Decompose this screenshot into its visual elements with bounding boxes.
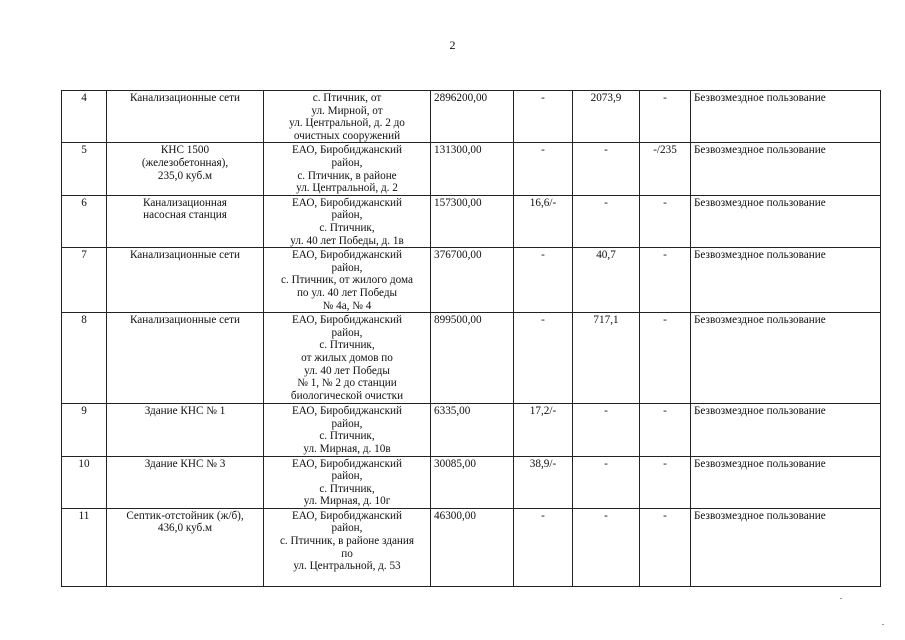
usage-right-cell: Безвозмездное пользование — [691, 404, 881, 456]
usage-right-cell: Безвозмездное пользование — [691, 508, 881, 586]
address-cell-line: по ул. 40 лет Победы — [296, 286, 398, 299]
address-cell-line: № 1, № 2 до станции — [297, 377, 397, 390]
object-name-cell-line: Канализационная — [143, 196, 227, 209]
area-cell: - — [514, 143, 573, 195]
area-cell: - — [514, 508, 573, 586]
address-cell — [264, 91, 431, 143]
address-cell-line: с. Птичник, — [319, 430, 375, 443]
address-cell-line: с. Птичник, от — [312, 92, 382, 104]
address-cell — [264, 248, 431, 313]
address-cell — [264, 508, 431, 586]
cost-cell: 376700,00 — [431, 248, 514, 313]
volume-cell: - — [640, 313, 691, 404]
object-name-cell-line: Здание КНС № 1 — [144, 405, 226, 418]
area-cell: - — [514, 248, 573, 313]
address-cell-line: с. Птичник, — [319, 339, 375, 352]
area-cell: 17,2/- — [514, 404, 573, 456]
address-cell-line: по — [341, 547, 353, 560]
usage-right-cell: Безвозмездное пользование — [691, 195, 881, 247]
area-cell: 38,9/- — [514, 456, 573, 508]
property-table — [61, 90, 881, 587]
volume-cell: - — [640, 248, 691, 313]
address-cell-line: с. Птичник, — [319, 482, 375, 495]
address-cell-line: ЕАО, Биробиджанский — [291, 144, 403, 157]
cost-cell: 2896200,00 — [431, 91, 514, 143]
address-cell-line: район, — [331, 470, 363, 483]
table-row — [62, 508, 881, 586]
cost-cell: 30085,00 — [431, 456, 514, 508]
address-cell-line: район, — [331, 417, 363, 430]
address-cell-line: ул. Мирная, д. 10г — [303, 495, 391, 508]
page-number: 2 — [449, 38, 456, 52]
object-name-cell-line: 436,0 куб.м — [157, 522, 213, 535]
address-cell-line: ул. 40 лет Победы, д. 1в — [290, 234, 404, 247]
volume-cell: - — [640, 91, 691, 143]
object-name-cell-line: Канализационные сети — [129, 92, 241, 104]
cost-cell: 6335,00 — [431, 404, 514, 456]
table-row — [62, 143, 881, 195]
length-cell: - — [573, 404, 640, 456]
object-name-cell — [107, 508, 264, 586]
address-cell-line: с. Птичник, — [319, 221, 375, 234]
row-number-cell: 6 — [62, 195, 107, 247]
address-cell — [264, 456, 431, 508]
object-name-cell — [107, 404, 264, 456]
address-cell-line: ул. Центральной, д. 2 — [296, 182, 398, 195]
object-name-cell — [107, 143, 264, 195]
usage-right-cell: Безвозмездное пользование — [691, 313, 881, 404]
address-cell-line: район, — [331, 261, 363, 274]
address-cell-line: ул. 40 лет Победы — [304, 364, 390, 377]
usage-right-cell: Безвозмездное пользование — [691, 143, 881, 195]
object-name-cell-line: Септик-отстойник (ж/б), — [126, 509, 244, 522]
row-number-cell: 4 — [62, 91, 107, 143]
length-cell: - — [573, 508, 640, 586]
address-cell-line: с. Птичник, в районе — [297, 169, 397, 182]
volume-cell: - — [640, 195, 691, 247]
cost-cell: 899500,00 — [431, 313, 514, 404]
row-number-cell: 7 — [62, 248, 107, 313]
address-cell-line: № 4а, № 4 — [322, 299, 372, 312]
address-cell-line: ЕАО, Биробиджанский — [291, 314, 403, 327]
area-cell: - — [514, 313, 573, 404]
address-cell — [264, 143, 431, 195]
address-cell-line: очистных сооружений — [293, 129, 401, 142]
object-name-cell — [107, 195, 264, 247]
address-cell-line: биологической очистки — [290, 389, 404, 402]
address-cell — [264, 195, 431, 247]
volume-cell: - — [640, 456, 691, 508]
row-number-cell: 8 — [62, 313, 107, 404]
length-cell: - — [573, 456, 640, 508]
address-cell-line: ЕАО, Биробиджанский — [291, 457, 403, 470]
area-cell: - — [514, 91, 573, 143]
cost-cell: 46300,00 — [431, 508, 514, 586]
length-cell: 2073,9 — [573, 91, 640, 143]
address-cell-line: район, — [331, 522, 363, 535]
length-cell: 717,1 — [573, 313, 640, 404]
address-cell-line: ЕАО, Биробиджанский — [291, 509, 403, 522]
address-cell-line: район, — [331, 156, 363, 169]
address-cell-line: от жилых домов по — [301, 351, 393, 364]
object-name-cell — [107, 248, 264, 313]
table-body — [62, 91, 881, 587]
object-name-cell-line: Здание КНС № 3 — [144, 457, 226, 470]
address-cell-line: ул. Центральной, д. 53 — [293, 560, 401, 573]
volume-cell: -/235 — [640, 143, 691, 195]
address-cell-line: ул. Мирной, от — [311, 104, 383, 117]
scan-artifact — [840, 598, 842, 599]
volume-cell: - — [640, 508, 691, 586]
usage-right-cell: Безвозмездное пользование — [691, 248, 881, 313]
table-row — [62, 91, 881, 143]
usage-right-cell: Безвозмездное пользование — [691, 91, 881, 143]
cost-cell: 157300,00 — [431, 195, 514, 247]
address-cell — [264, 313, 431, 404]
address-cell-line: ЕАО, Биробиджанский — [291, 249, 403, 262]
usage-right-cell: Безвозмездное пользование — [691, 456, 881, 508]
row-number-cell: 10 — [62, 456, 107, 508]
address-cell-line: с. Птичник, в районе здания — [279, 535, 415, 548]
address-cell-line: ЕАО, Биробиджанский — [291, 405, 403, 418]
table-row — [62, 313, 881, 404]
address-cell-line: ул. Центральной, д. 2 до — [289, 117, 405, 130]
address-cell-line: район, — [331, 209, 363, 222]
object-name-cell-line: Канализационные сети — [129, 249, 241, 262]
object-name-cell-line: Канализационные сети — [129, 314, 241, 327]
table-row — [62, 404, 881, 456]
row-number-cell: 11 — [62, 508, 107, 586]
address-cell-line: ЕАО, Биробиджанский — [291, 196, 403, 209]
table-row — [62, 195, 881, 247]
object-name-cell — [107, 456, 264, 508]
area-cell: 16,6/- — [514, 195, 573, 247]
object-name-cell-line: насосная станция — [143, 209, 227, 222]
object-name-cell — [107, 313, 264, 404]
address-cell-line: ул. Мирная, д. 10в — [303, 442, 391, 455]
object-name-cell-line: 235,0 куб.м — [157, 169, 213, 182]
length-cell: - — [573, 195, 640, 247]
address-cell-line: с. Птичник, от жилого дома — [281, 274, 413, 287]
row-number-cell: 9 — [62, 404, 107, 456]
length-cell: - — [573, 143, 640, 195]
table-row — [62, 456, 881, 508]
object-name-cell-line: (железобетонная), — [141, 156, 229, 169]
address-cell — [264, 404, 431, 456]
object-name-cell — [107, 91, 264, 143]
address-cell-line: район, — [331, 326, 363, 339]
object-name-cell-line: КНС 1500 — [160, 144, 210, 157]
scan-artifact — [882, 624, 884, 625]
row-number-cell: 5 — [62, 143, 107, 195]
length-cell: 40,7 — [573, 248, 640, 313]
table-row — [62, 248, 881, 313]
cost-cell: 131300,00 — [431, 143, 514, 195]
volume-cell: - — [640, 404, 691, 456]
